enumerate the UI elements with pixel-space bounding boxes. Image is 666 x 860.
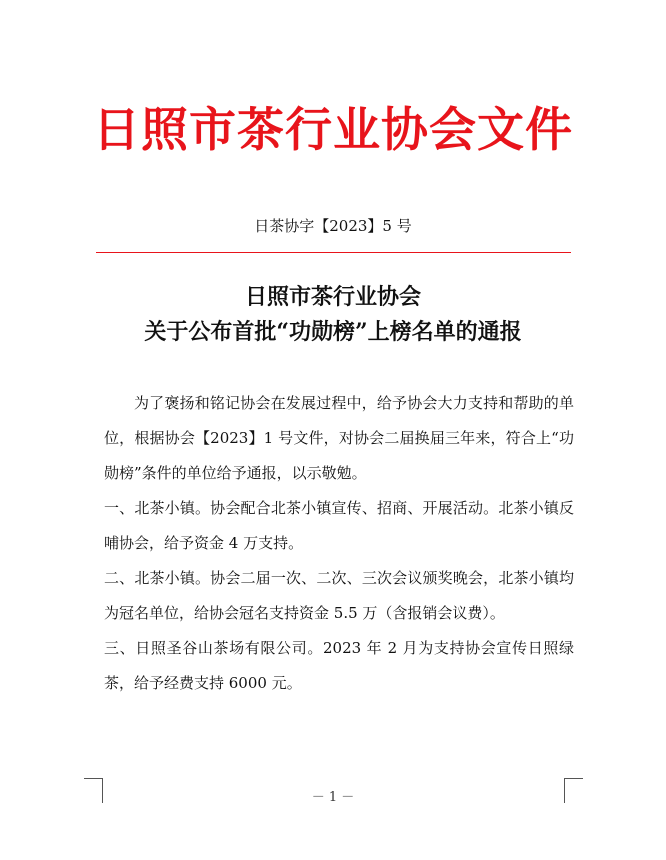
document-header-title: 日照市茶行业协会文件 <box>93 103 573 158</box>
document-number: 日茶协字【2023】5 号 <box>254 217 412 235</box>
item-paragraph-1: 一、北茶小镇。协会配合北茶小镇宣传、招商、开展活动。北茶小镇反哺协会，给予资金 4 万支持。 <box>104 499 574 552</box>
notice-title-line1: 日照市茶行业协会 <box>244 284 421 310</box>
notice-title-line2: 关于公布首批“功勋榜”上榜名单的通报 <box>144 319 522 345</box>
red-divider <box>96 252 571 253</box>
item-paragraph-3: 三、日照圣谷山茶场有限公司。2023 年 2 月为支持协会宣传日照绿茶，给予经费支持 6000 元。 <box>104 639 574 692</box>
page-number: － 1 － <box>311 790 355 805</box>
intro-paragraph: 为了褒扬和铭记协会在发展过程中，给予协会大力支持和帮助的单位，根据协会【2023】1 号文件，对协会二届换届三年来，符合上“功勋榜”条件的单位给予通报，以示敬勉。 <box>104 394 574 482</box>
document-body <box>104 386 574 701</box>
item-paragraph-2: 二、北茶小镇。协会二届一次、二次、三次会议颁奖晚会，北茶小镇均为冠名单位，给协会冠名支持资金 5.5 万（含报销会议费）。 <box>104 569 574 622</box>
